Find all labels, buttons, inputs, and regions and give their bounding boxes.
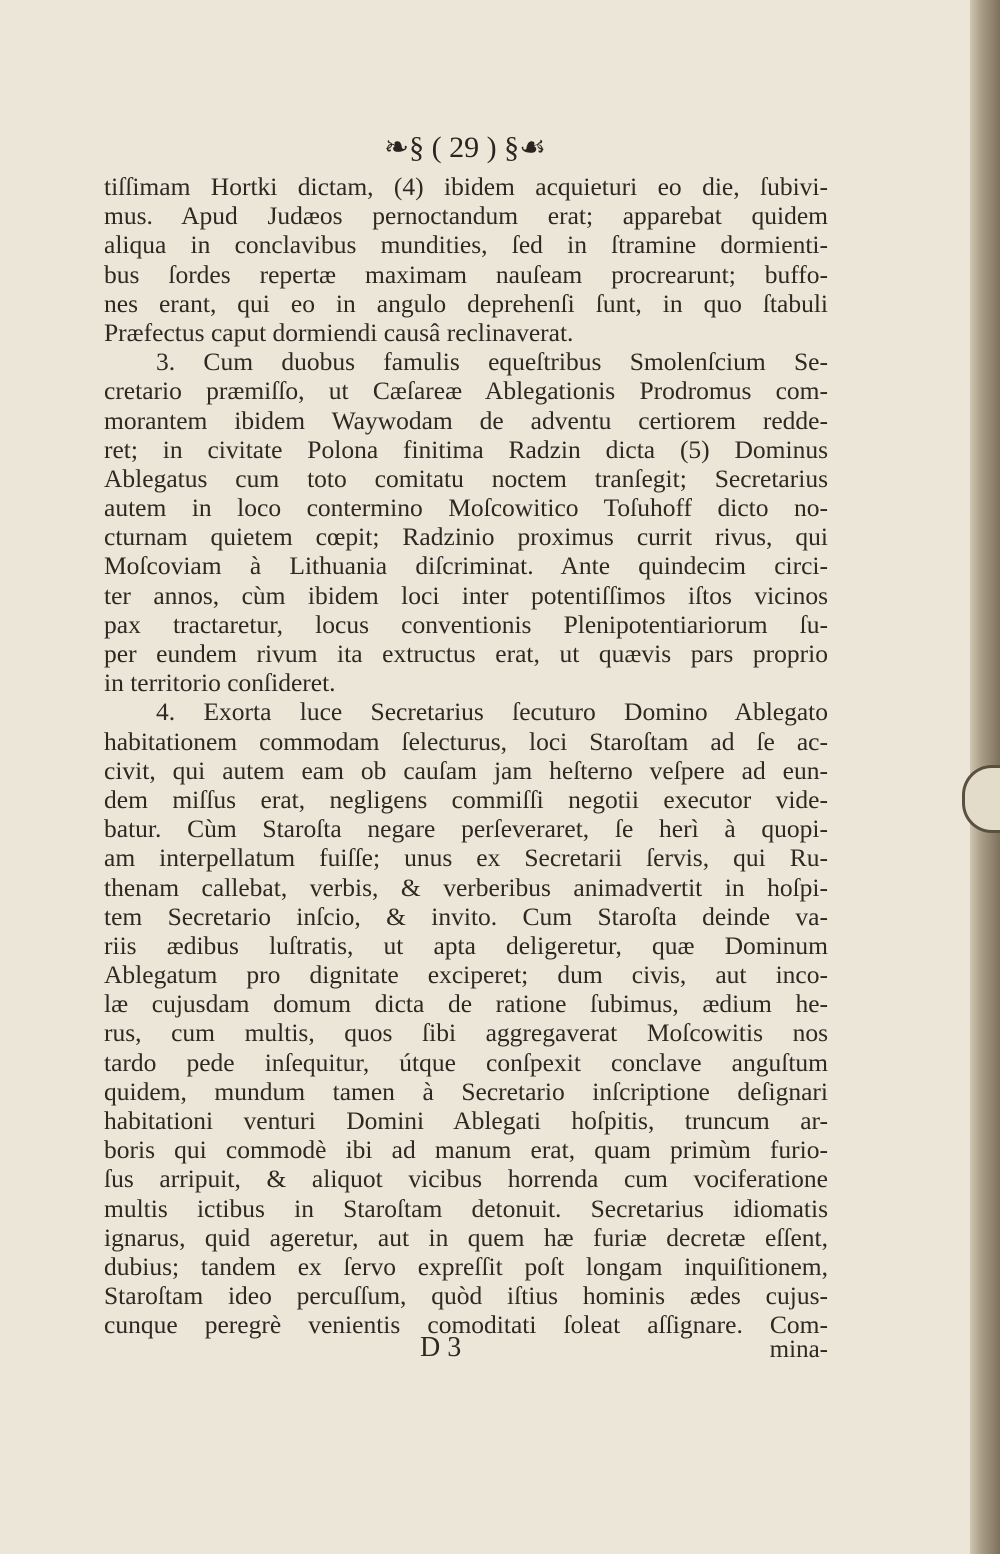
text-line: tiſſimam Hortki dictam, (4) ibidem acquieturi eo die, ſubivi- xyxy=(104,172,828,201)
text-line: nes erant, qui eo in angulo deprehenſi ſunt, in quo ſtabuli xyxy=(104,288,828,318)
catchword: mina- xyxy=(769,1336,828,1363)
text-line: bus ſordes repertæ maximam nauſeam procrearunt; buffo- xyxy=(104,259,828,289)
text-line: Præfectus caput dormiendi causâ reclinaverat. xyxy=(104,317,574,347)
text-line: per eundem rivum ita extructus erat, ut quævis pars proprio xyxy=(104,639,828,668)
header-left-ornament: ❧§ xyxy=(383,131,425,164)
text-line: pax tractaretur, locus conventionis Plenipotentiariorum ſu- xyxy=(104,609,828,639)
text-line: cunque peregrè venientis comoditati ſoleat aſſignare. Com- xyxy=(104,1310,828,1340)
text-line: mus. Apud Judæos pernoctandum erat; apparebat quidem xyxy=(104,201,828,231)
text-line: tardo pede inſequitur, útque conſpexit conclave anguſtum xyxy=(104,1047,828,1077)
text-line: Ablegatus cum toto comitatu noctem tranſegit; Secretarius xyxy=(104,463,828,493)
text-line: civit, qui autem eam ob cauſam jam heſterno veſpere ad eun- xyxy=(104,755,828,785)
text-line: in territorio conſideret. xyxy=(104,668,336,698)
header-right-ornament: §☙ xyxy=(504,131,547,164)
page-header xyxy=(0,130,930,165)
paragraph-3-start: 3. Cum duobus famulis equeſtribus Smolenſcium Se- xyxy=(156,347,828,377)
text-line: aliqua in conclavibus mundities, ſed in ſtramine dormienti- xyxy=(104,230,828,260)
text-line: dem miſſus erat, negligens commiſſi negotii executor vide- xyxy=(104,784,828,814)
text-line: ret; in civitate Polona finitima Radzin dicta (5) Dominus xyxy=(104,434,828,464)
text-line: Staroſtam ideo percuſſum, quòd iſtius hominis ædes cujus- xyxy=(104,1281,828,1311)
text-line: am interpellatum fuiſſe; unus ex Secretarii ſervis, qui Ru- xyxy=(104,843,828,873)
signature-mark: D 3 xyxy=(420,1332,462,1363)
body-text xyxy=(104,172,828,1340)
text-line: ſus arripuit, & aliquot vicibus horrenda cum vociferatione xyxy=(104,1164,828,1194)
page-footer xyxy=(104,1332,828,1368)
page-number: ( 29 ) xyxy=(431,131,497,164)
text-line: habitationem commodam ſelecturus, loci Staroſtam ad ſe ac- xyxy=(104,726,828,756)
text-line: ter annos, cùm ibidem loci inter potentiſſimos iſtos vicinos xyxy=(104,580,828,610)
text-line: boris qui commodè ibi ad manum erat, quam primùm furio- xyxy=(104,1135,828,1165)
text-line: cturnam quietem cœpit; Radzinio proximus currit rivus, qui xyxy=(104,522,828,552)
text-line: autem in loco contermino Moſcowitico Toſuhoff dicto no- xyxy=(104,493,828,523)
text-line: tem Secretario inſcio, & invito. Cum Staroſta deinde va- xyxy=(104,901,828,931)
text-line: morantem ibidem Waywodam de adventu certiorem redde- xyxy=(104,405,828,435)
text-line: quidem, mundum tamen à Secretario inſcriptione deſignari xyxy=(104,1076,828,1106)
text-line: habitationi venturi Domini Ablegati hoſpitis, truncum ar- xyxy=(104,1106,828,1135)
text-line: ignarus, quid ageretur, aut in quem hæ furiæ decretæ eſſent, xyxy=(104,1222,828,1252)
text-line: riis ædibus luſtratis, ut apta deligeretur, quæ Dominum xyxy=(104,930,828,960)
text-line: læ cujusdam domum dicta de ratione ſubimus, ædium he- xyxy=(104,989,828,1019)
text-line: multis ictibus in Staroſtam detonuit. Secretarius idiomatis xyxy=(104,1193,828,1223)
text-line: rus, cum multis, quos ſibi aggregaverat Moſcowitis nos xyxy=(104,1018,828,1048)
text-line: Ablegatum pro dignitate exciperet; dum civis, aut inco- xyxy=(104,960,828,990)
text-line: batur. Cùm Staroſta negare perſeveraret, ſe herì à quopi- xyxy=(104,814,828,844)
text-line: dubius; tandem ex ſervo expreſſit poſt longam inquiſitionem, xyxy=(104,1251,828,1281)
text-line: cretario præmiſſo, ut Cæſareæ Ablegationis Prodromus com- xyxy=(104,376,828,406)
text-line: thenam callebat, verbis, & verberibus animadvertit in hoſpi- xyxy=(104,872,828,902)
paragraph-4-start: 4. Exorta luce Secretarius ſecuturo Domino Ablegato xyxy=(156,697,828,727)
text-line: Moſcoviam à Lithuania diſcriminat. Ante quindecim circi- xyxy=(104,551,828,581)
